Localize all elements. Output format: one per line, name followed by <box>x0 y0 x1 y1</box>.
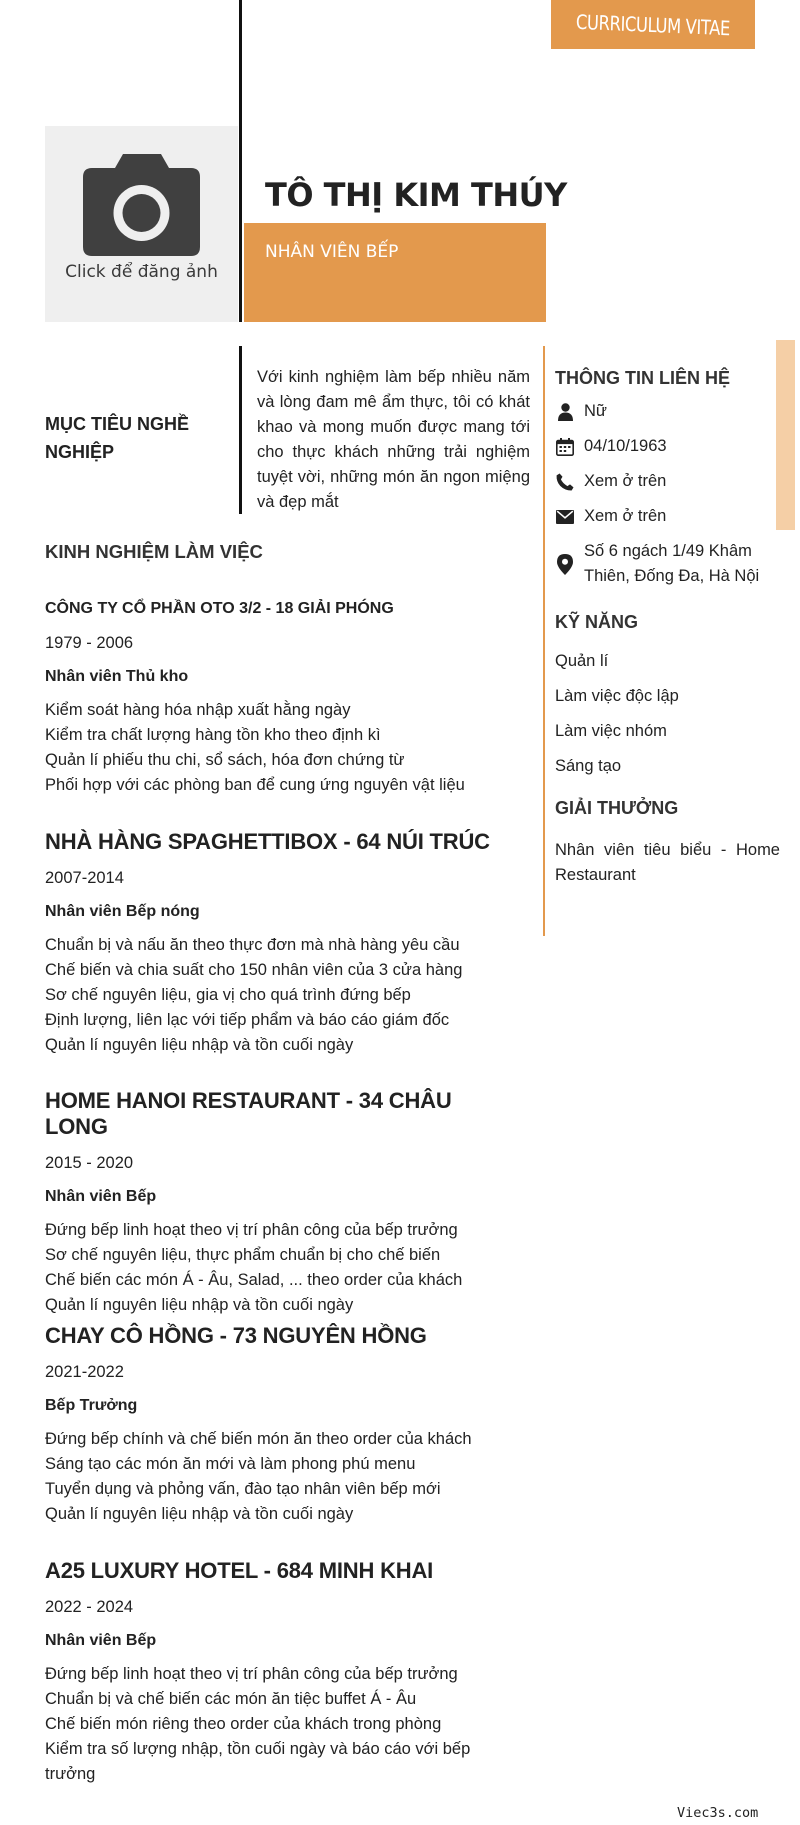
contact-birthday <box>555 434 780 459</box>
email-value: Xem ở trên <box>584 507 667 525</box>
candidate-name: TÔ THỊ KIM THÚY <box>265 176 567 214</box>
sidebar-divider <box>543 346 545 936</box>
duty-item: Đứng bếp chính và chế biến món ăn theo order của khách <box>45 1430 472 1448</box>
camera-icon <box>83 154 200 256</box>
birthday-value: 04/10/1963 <box>584 437 667 455</box>
mail-icon <box>555 504 575 529</box>
duty-item: Quản lí nguyên liệu nhập và tồn cuối ngày <box>45 1505 354 1523</box>
duty-item: Kiểm tra chất lượng hàng tồn kho theo định kì <box>45 726 381 744</box>
duty-item: Chế biến và chia suất cho 150 nhân viên của 3 cửa hàng <box>45 961 463 979</box>
company-name: CÔNG TY CỔ PHẦN OTO 3/2 - 18 GIẢI PHÓNG <box>45 600 394 617</box>
duty-item: Chuẩn bị và chế biến các món ăn tiệc buffet Á - Âu <box>45 1690 417 1708</box>
job-duties <box>45 698 515 798</box>
contact-phone <box>555 469 780 494</box>
duty-item: Sáng tạo các món ăn mới và làm phong phú menu <box>45 1455 416 1473</box>
contact-gender <box>555 399 780 424</box>
job-entry <box>45 1323 515 1527</box>
job-years: 2022 - 2024 <box>45 1598 134 1616</box>
skills-heading: KỸ NĂNG <box>555 612 639 632</box>
duty-item: Đứng bếp linh hoạt theo vị trí phân công của bếp trưởng <box>45 1221 458 1239</box>
duty-item: Đứng bếp linh hoạt theo vị trí phân công của bếp trưởng <box>45 1665 458 1683</box>
job-entry <box>45 1558 515 1787</box>
cv-banner <box>551 0 755 49</box>
awards-heading: GIẢI THƯỞNG <box>555 798 679 818</box>
job-role: Nhân viên Thủ kho <box>45 668 189 685</box>
company-name: HOME HANOI RESTAURANT - 34 CHÂU LONG <box>45 1088 452 1139</box>
duty-item: Sơ chế nguyên liệu, thực phẩm chuẩn bị cho chế biến <box>45 1246 441 1264</box>
job-duties <box>45 1427 515 1527</box>
skill-item: Quản lí <box>555 652 609 670</box>
calendar-icon <box>555 434 575 459</box>
award-text: Nhân viên tiêu biểu - Home Restaurant <box>555 841 780 884</box>
job-entry <box>45 1088 515 1318</box>
objective-text: Với kinh nghiệm làm bếp nhiều năm và lòng đam mê ẩm thực, tôi có khát khao và mong muốn được mang tới cho thực khách những trải nghiệm tuyệt vời, những món ăn ngon miệng và đẹp mắt <box>257 368 530 511</box>
top-divider <box>239 0 242 322</box>
phone-icon <box>555 469 575 494</box>
position-band <box>244 223 546 322</box>
photo-upload[interactable] <box>45 126 238 322</box>
duty-item: Chế biến món riêng theo order của khách trong phòng <box>45 1715 442 1733</box>
sidebar <box>555 364 780 888</box>
job-role: Nhân viên Bếp nóng <box>45 903 200 920</box>
duty-item: Kiểm soát hàng hóa nhập xuất hằng ngày <box>45 701 351 719</box>
objective-divider <box>239 346 242 514</box>
skill-item: Sáng tạo <box>555 757 622 775</box>
contact-address <box>555 539 780 589</box>
skill-item: Làm việc nhóm <box>555 722 667 740</box>
job-duties <box>45 933 515 1058</box>
job-role: Nhân viên Bếp <box>45 1188 157 1205</box>
gender-value: Nữ <box>584 402 607 420</box>
location-pin-icon <box>555 539 575 589</box>
job-entry <box>45 600 515 798</box>
duty-item: Định lượng, liên lạc với tiếp phẩm và báo cáo giám đốc <box>45 1011 450 1029</box>
job-role: Nhân viên Bếp <box>45 1632 157 1649</box>
footer-watermark: Viec3s.com <box>677 1805 759 1821</box>
address-value: Số 6 ngách 1/49 Khâm Thiên, Đống Đa, Hà Nội <box>584 542 760 585</box>
company-name: A25 LUXURY HOTEL - 684 MINH KHAI <box>45 1558 434 1583</box>
job-years: 1979 - 2006 <box>45 634 134 652</box>
job-entry <box>45 829 515 1058</box>
objective-heading: MỤC TIÊU NGHỀ NGHIỆP <box>45 414 189 462</box>
job-years: 2007-2014 <box>45 869 124 887</box>
experience-heading: KINH NGHIỆM LÀM VIỆC <box>45 541 263 562</box>
job-duties <box>45 1662 515 1787</box>
photo-caption: Click để đăng ảnh <box>65 262 218 282</box>
duty-item: Phối hợp với các phòng ban để cung ứng nguyên vật liệu <box>45 776 465 794</box>
duty-item: Quản lí nguyên liệu nhập và tồn cuối ngày <box>45 1296 354 1314</box>
duty-item: Quản lí phiếu thu chi, sổ sách, hóa đơn chứng từ <box>45 751 405 769</box>
job-role: Bếp Trưởng <box>45 1397 138 1414</box>
cv-banner-label: CURRICULUM VITAE <box>575 9 731 40</box>
duty-item: Chế biến các món Á - Âu, Salad, ... theo order của khách <box>45 1271 463 1289</box>
company-name: CHAY CÔ HỒNG - 73 NGUYÊN HỒNG <box>45 1323 427 1348</box>
position-title: NHÂN VIÊN BẾP <box>265 242 399 262</box>
phone-value: Xem ở trên <box>584 472 667 490</box>
person-icon <box>555 399 575 424</box>
duty-item: Quản lí nguyên liệu nhập và tồn cuối ngày <box>45 1036 354 1054</box>
duty-item: Chuẩn bị và nấu ăn theo thực đơn mà nhà hàng yêu cầu <box>45 936 460 954</box>
duty-item: Kiểm tra số lượng nhập, tồn cuối ngày và báo cáo với bếp trưởng <box>45 1740 471 1783</box>
duty-item: Sơ chế nguyên liệu, gia vị cho quá trình đứng bếp <box>45 986 411 1004</box>
contact-email <box>555 504 780 529</box>
contact-heading: THÔNG TIN LIÊN HỆ <box>555 368 730 388</box>
job-years: 2015 - 2020 <box>45 1154 134 1172</box>
job-duties <box>45 1218 515 1318</box>
duty-item: Tuyển dụng và phỏng vấn, đào tạo nhân viên bếp mới <box>45 1480 441 1498</box>
skill-item: Làm việc độc lập <box>555 687 679 705</box>
company-name: NHÀ HÀNG SPAGHETTIBOX - 64 NÚI TRÚC <box>45 829 490 854</box>
job-years: 2021-2022 <box>45 1363 124 1381</box>
skills-list <box>555 644 780 784</box>
